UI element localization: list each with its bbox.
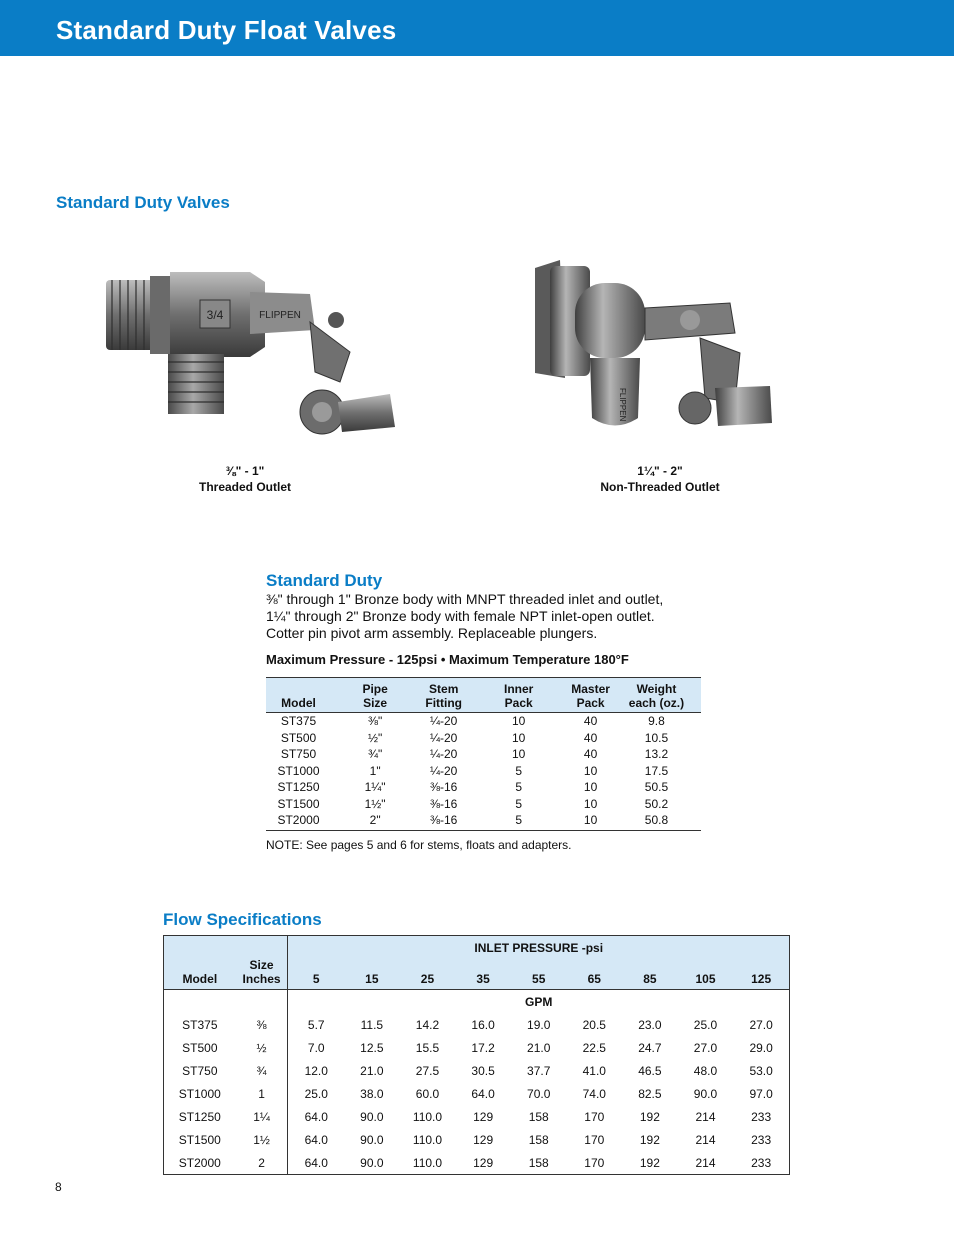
header-text: each (oz.) <box>628 696 685 710</box>
table-cell: 21.0 <box>527 1040 551 1055</box>
table-cell: ¼-20 <box>430 747 458 762</box>
table-cell: ½" <box>367 730 383 745</box>
table-cell: 90.0 <box>360 1132 384 1147</box>
table-cell: 41.0 <box>582 1063 606 1078</box>
table-row <box>266 763 701 780</box>
header-text: Inches <box>242 972 281 986</box>
threaded-size: ⅜" - 1" <box>225 464 265 478</box>
table-cell: ¼-20 <box>430 763 458 778</box>
col-header-pressure: 125 <box>751 972 772 986</box>
standard-duty-description <box>266 591 716 642</box>
table-cell: 97.0 <box>749 1086 773 1101</box>
table-cell: ½ <box>256 1040 267 1055</box>
table-cell: ST750 <box>280 747 317 762</box>
table-cell: 214 <box>695 1155 716 1170</box>
table-cell: ST375 <box>280 714 317 729</box>
table-cell: 10 <box>512 730 526 745</box>
table-row <box>164 1059 790 1082</box>
col-header-size <box>236 958 288 990</box>
table-cell: 82.5 <box>638 1086 662 1101</box>
svg-text:3/4: 3/4 <box>206 308 224 322</box>
table-cell: ST2000 <box>266 812 331 830</box>
table-row <box>266 779 701 796</box>
col-header-stem-fitting <box>419 678 468 713</box>
table-cell: 24.7 <box>638 1040 662 1055</box>
table-cell: 233 <box>751 1155 772 1170</box>
table-cell: 110.0 <box>412 1155 443 1170</box>
table-cell: 2 <box>258 1155 265 1170</box>
table-cell: 5 <box>515 780 523 795</box>
table-row <box>164 1128 790 1151</box>
table-cell: 110.0 <box>412 1109 443 1124</box>
table-cell: 40 <box>583 714 598 729</box>
table-cell: 90.0 <box>693 1086 718 1101</box>
table-cell: ¼-20 <box>430 714 458 729</box>
col-header-pressure: 65 <box>587 972 601 986</box>
table-cell: ST375 <box>182 1017 218 1032</box>
table-cell: ST1000 <box>178 1086 221 1101</box>
table-row <box>266 812 701 830</box>
svg-text:FLIPPEN: FLIPPEN <box>259 310 301 321</box>
table-row <box>266 713 701 730</box>
table-cell: 1½" <box>364 796 386 811</box>
table-cell: 21.0 <box>360 1063 384 1078</box>
table-cell: 10 <box>583 796 598 811</box>
table-cell: 19.0 <box>527 1017 551 1032</box>
table-cell: 50.8 <box>612 812 701 830</box>
stems-note: NOTE: See pages 5 and 6 for stems, floats and adapters. <box>266 838 572 852</box>
table-cell: ST750 <box>182 1063 218 1078</box>
table-cell: 30.5 <box>471 1063 495 1078</box>
header-text: Weight <box>636 682 677 696</box>
table-cell: 192 <box>639 1109 660 1124</box>
table-cell: 25.0 <box>288 1082 344 1105</box>
table-cell: 5 <box>515 763 523 778</box>
table-cell: 1½ <box>253 1132 270 1147</box>
table-cell: 1" <box>369 763 381 778</box>
table-cell: 5.7 <box>288 1013 344 1036</box>
table-cell: ST500 <box>280 730 317 745</box>
flow-section-title: Flow Specifications <box>163 910 322 929</box>
table-cell: 17.2 <box>471 1040 495 1055</box>
float-valve-threaded-photo <box>100 262 400 457</box>
table-cell: 13.2 <box>644 747 669 762</box>
col-header-master-pack <box>569 678 612 713</box>
table-cell: 5 <box>515 796 523 811</box>
table-cell: 10 <box>512 747 526 762</box>
table-cell: 90.0 <box>360 1155 384 1170</box>
table-cell: 170 <box>584 1132 605 1147</box>
col-header-pressure: 15 <box>365 972 379 986</box>
table-cell: ⅜-16 <box>419 812 468 830</box>
max-pressure-label: Maximum Pressure - 125psi • Maximum Temperature 180°F <box>266 652 629 667</box>
description-line: Cotter pin pivot arm assembly. Replaceable plungers. <box>266 625 598 641</box>
table-cell: ST1250 <box>178 1109 221 1124</box>
table-cell: 12.5 <box>360 1040 384 1055</box>
table-cell: 10 <box>569 812 612 830</box>
col-header-model: Model <box>182 972 218 986</box>
table-cell: 10 <box>583 763 598 778</box>
col-header-pressure: 35 <box>476 972 490 986</box>
table-cell: 70.0 <box>527 1086 551 1101</box>
table-cell: 50.5 <box>644 780 669 795</box>
table-cell: 20.5 <box>582 1017 606 1032</box>
table-cell: 37.7 <box>527 1063 551 1078</box>
table-row <box>266 746 701 763</box>
table-cell: ST500 <box>182 1040 218 1055</box>
header-text: Size <box>249 958 274 972</box>
table-cell: 158 <box>528 1132 549 1147</box>
col-header-inner-pack <box>468 678 569 713</box>
float-valve-non-threaded-photo <box>520 258 780 458</box>
table-cell: ST1250 <box>277 780 320 795</box>
table-cell: ST1000 <box>277 763 320 778</box>
table-cell: 14.2 <box>415 1017 440 1032</box>
table-cell: ⅜-16 <box>430 780 458 795</box>
table-cell: 16.0 <box>471 1017 495 1032</box>
table-row <box>266 796 701 813</box>
threaded-caption <box>165 463 325 495</box>
col-header-weight <box>612 678 701 713</box>
unit-row <box>164 990 790 1014</box>
pressure-header-row <box>164 936 790 959</box>
table-cell: 29.0 <box>749 1040 773 1055</box>
col-header-pipe-size <box>331 678 419 713</box>
table-cell: 9.8 <box>648 714 665 729</box>
table-cell: 1¼ <box>253 1109 270 1124</box>
table-cell: ⅜-16 <box>430 796 458 811</box>
table-cell: 129 <box>473 1132 494 1147</box>
page-title: Standard Duty Float Valves <box>56 15 397 45</box>
header-text: Stem <box>429 682 459 696</box>
table-cell: 7.0 <box>288 1036 344 1059</box>
table-cell: ⅜ <box>256 1017 267 1032</box>
table-row <box>164 1151 790 1175</box>
header-text: Inner <box>504 682 534 696</box>
table-cell: 25.0 <box>693 1017 718 1032</box>
table-cell: 10 <box>583 780 598 795</box>
valves-section-title: Standard Duty Valves <box>56 193 230 212</box>
table-cell: 22.5 <box>582 1040 606 1055</box>
table-cell: 48.0 <box>693 1063 718 1078</box>
table-cell: 214 <box>695 1132 716 1147</box>
table-cell: 15.5 <box>415 1040 440 1055</box>
table-cell: 64.0 <box>288 1151 344 1175</box>
table-cell: 233 <box>751 1132 772 1147</box>
table-cell: 27.0 <box>749 1017 773 1032</box>
inlet-pressure-header: INLET PRESSURE -psi <box>288 936 790 959</box>
table-row <box>164 1105 790 1128</box>
col-header-pressure: 5 <box>288 958 344 990</box>
header-text: Size <box>363 696 388 710</box>
table-cell: 5 <box>468 812 569 830</box>
non-threaded-outlet-label: Non-Threaded Outlet <box>600 480 720 494</box>
table-cell: 12.0 <box>288 1059 344 1082</box>
unit-label: GPM <box>288 990 790 1014</box>
svg-text:FLIPPEN: FLIPPEN <box>618 388 627 422</box>
table-cell: 129 <box>473 1155 494 1170</box>
table-cell: 170 <box>584 1109 605 1124</box>
table-cell: ¾ <box>256 1063 267 1078</box>
non-threaded-size: 1¼" - 2" <box>637 464 683 478</box>
table-cell: 158 <box>528 1109 549 1124</box>
table-cell: 46.5 <box>638 1063 662 1078</box>
header-text: Master <box>571 682 610 696</box>
table-cell: 17.5 <box>644 763 669 778</box>
column-header-row <box>164 958 790 990</box>
page-number: 8 <box>55 1180 62 1194</box>
non-threaded-caption <box>575 463 745 495</box>
header-text: Fitting <box>425 696 463 710</box>
table-cell: 74.0 <box>582 1086 606 1101</box>
flow-spec-table <box>163 935 790 1175</box>
table-header-row <box>266 678 701 713</box>
table-cell: 27.0 <box>693 1040 718 1055</box>
table-cell: 10 <box>512 714 526 729</box>
table-cell: ⅜" <box>367 714 383 729</box>
table-row <box>266 730 701 747</box>
col-header-pressure: 105 <box>695 972 716 986</box>
col-header-model <box>266 678 331 713</box>
table-cell: 192 <box>639 1132 660 1147</box>
table-cell: 50.2 <box>644 796 669 811</box>
header-text: Model <box>281 696 316 710</box>
threaded-outlet-label: Threaded Outlet <box>198 480 291 494</box>
table-cell: 38.0 <box>360 1086 384 1101</box>
standard-duty-table <box>266 677 701 831</box>
col-header-pressure: 55 <box>532 972 546 986</box>
table-cell: 129 <box>473 1109 494 1124</box>
standard-duty-title: Standard Duty <box>266 571 383 590</box>
table-cell: 10.5 <box>644 730 669 745</box>
table-cell: 64.0 <box>288 1105 344 1128</box>
description-line: 1¼" through 2" Bronze body with female NPT inlet-open outlet. <box>266 608 655 624</box>
table-cell: 2" <box>331 812 419 830</box>
table-cell: 53.0 <box>749 1063 773 1078</box>
table-cell: ¾" <box>367 747 383 762</box>
table-cell: 1¼" <box>364 780 386 795</box>
table-cell: 23.0 <box>638 1017 662 1032</box>
table-cell: 40 <box>583 730 598 745</box>
header-text: Pack <box>504 696 533 710</box>
table-cell: ST2000 <box>178 1155 221 1170</box>
table-cell: ¼-20 <box>430 730 458 745</box>
table-cell: 60.0 <box>415 1086 440 1101</box>
table-cell: 233 <box>751 1109 772 1124</box>
table-cell: 40 <box>583 747 598 762</box>
table-cell: 90.0 <box>360 1109 384 1124</box>
table-cell: ST1500 <box>178 1132 221 1147</box>
header-text: Pipe <box>362 682 388 696</box>
table-cell: 64.0 <box>288 1128 344 1151</box>
table-cell: 64.0 <box>471 1086 495 1101</box>
table-cell: 110.0 <box>412 1132 443 1147</box>
col-header-pressure: 25 <box>420 972 435 986</box>
table-cell: 158 <box>528 1155 549 1170</box>
table-cell: ST1500 <box>277 796 320 811</box>
header-text: Pack <box>576 696 605 710</box>
table-cell: 170 <box>584 1155 605 1170</box>
col-header-pressure: 85 <box>643 972 657 986</box>
table-row <box>164 1013 790 1036</box>
table-cell: 11.5 <box>360 1017 384 1032</box>
table-cell: 27.5 <box>415 1063 440 1078</box>
table-cell: 1 <box>258 1086 265 1101</box>
description-line: ⅜" through 1" Bronze body with MNPT threaded inlet and outlet, <box>266 591 664 607</box>
table-row <box>164 1036 790 1059</box>
page-header <box>0 0 954 56</box>
table-cell: 214 <box>695 1109 716 1124</box>
table-row <box>164 1082 790 1105</box>
table-cell: 192 <box>639 1155 660 1170</box>
